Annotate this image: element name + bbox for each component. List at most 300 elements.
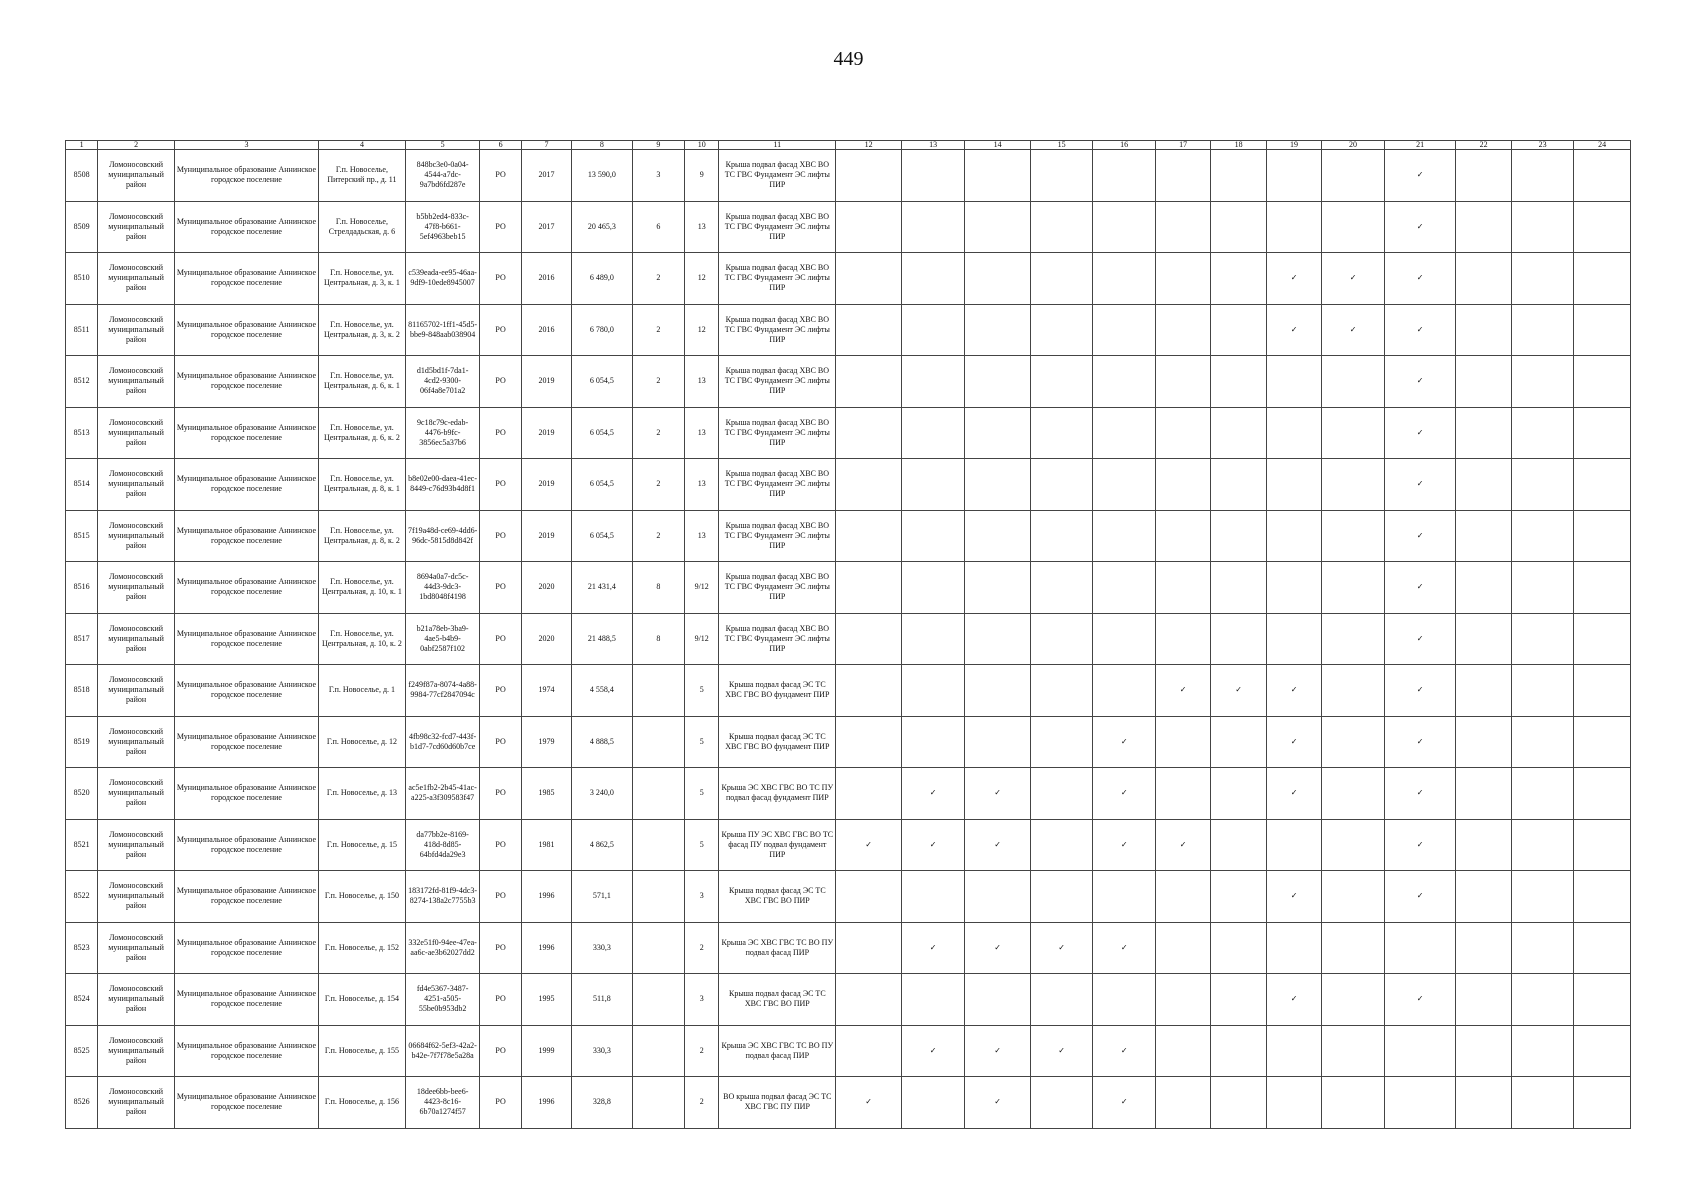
area-cell: 20 465,3 xyxy=(572,201,633,253)
empty-cell xyxy=(965,253,1031,305)
col9-cell xyxy=(632,871,684,923)
empty-cell xyxy=(836,150,902,202)
empty-cell xyxy=(1574,304,1631,356)
check-mark-icon: ✓ xyxy=(965,922,1031,974)
empty-cell xyxy=(1574,974,1631,1026)
empty-cell xyxy=(1030,407,1093,459)
check-mark-icon: ✓ xyxy=(1384,613,1456,665)
guid-cell: 7f19a48d-ce69-4dd6-96dc-5815d8d842f xyxy=(405,510,480,562)
empty-cell xyxy=(1211,716,1266,768)
table-row xyxy=(66,716,1631,768)
column-number-22: 22 xyxy=(1456,141,1511,150)
guid-cell: da77bb2e-8169-418d-8d85-64bfd4da29e3 xyxy=(405,819,480,871)
form-cell: РО xyxy=(480,1025,521,1077)
empty-cell xyxy=(1384,1077,1456,1129)
address-cell: Г.п. Новоселье, д. 1 xyxy=(319,665,406,717)
col10-cell: 13 xyxy=(685,510,719,562)
col10-cell: 12 xyxy=(685,253,719,305)
empty-cell xyxy=(1211,304,1266,356)
empty-cell xyxy=(1266,562,1321,614)
row-id: 8517 xyxy=(66,613,98,665)
empty-cell xyxy=(1155,613,1210,665)
empty-cell xyxy=(836,253,902,305)
form-cell: РО xyxy=(480,459,521,511)
empty-cell xyxy=(1456,819,1511,871)
column-number-10: 10 xyxy=(685,141,719,150)
empty-cell xyxy=(1456,665,1511,717)
district-cell: Ломоносовский муниципальный район xyxy=(98,253,175,305)
empty-cell xyxy=(1456,1025,1511,1077)
empty-cell xyxy=(836,716,902,768)
column-number-15: 15 xyxy=(1030,141,1093,150)
check-mark-icon: ✓ xyxy=(1155,665,1210,717)
empty-cell xyxy=(1211,253,1266,305)
district-cell: Ломоносовский муниципальный район xyxy=(98,613,175,665)
year-cell: 2016 xyxy=(521,253,571,305)
empty-cell xyxy=(1322,871,1385,923)
empty-cell xyxy=(1155,562,1210,614)
empty-cell xyxy=(1030,253,1093,305)
district-cell: Ломоносовский муниципальный район xyxy=(98,871,175,923)
empty-cell xyxy=(1030,665,1093,717)
empty-cell xyxy=(1155,510,1210,562)
row-id: 8514 xyxy=(66,459,98,511)
col10-cell: 3 xyxy=(685,974,719,1026)
row-id: 8510 xyxy=(66,253,98,305)
guid-cell: ac5e1fb2-2b45-41ac-a225-a3f309583f47 xyxy=(405,768,480,820)
empty-cell xyxy=(1574,768,1631,820)
empty-cell xyxy=(1266,819,1321,871)
form-cell: РО xyxy=(480,665,521,717)
col10-cell: 5 xyxy=(685,665,719,717)
form-cell: РО xyxy=(480,253,521,305)
address-cell: Г.п. Новоселье, ул. Центральная, д. 6, к. 1 xyxy=(319,356,406,408)
empty-cell xyxy=(901,974,965,1026)
form-cell: РО xyxy=(480,407,521,459)
empty-cell xyxy=(1322,562,1385,614)
col10-cell: 2 xyxy=(685,922,719,974)
row-id: 8521 xyxy=(66,819,98,871)
form-cell: РО xyxy=(480,304,521,356)
district-cell: Ломоносовский муниципальный район xyxy=(98,407,175,459)
form-cell: РО xyxy=(480,1077,521,1129)
check-mark-icon: ✓ xyxy=(1384,819,1456,871)
empty-cell xyxy=(1030,150,1093,202)
empty-cell xyxy=(1211,201,1266,253)
guid-cell: 81165702-1ff1-45d5-bbe9-848aab038904 xyxy=(405,304,480,356)
empty-cell xyxy=(1322,974,1385,1026)
check-mark-icon: ✓ xyxy=(836,1077,902,1129)
works-cell: Крыша подвал фасад ХВС ВО ТС ГВС Фундамент ЭС лифты ПИР xyxy=(719,510,836,562)
empty-cell xyxy=(1211,356,1266,408)
empty-cell xyxy=(1322,716,1385,768)
col10-cell: 5 xyxy=(685,819,719,871)
empty-cell xyxy=(1511,407,1574,459)
district-cell: Ломоносовский муниципальный район xyxy=(98,459,175,511)
municipality-cell: Муниципальное образование Аннинское городское поселение xyxy=(174,150,318,202)
guid-cell: b5bb2ed4-833c-47f8-b661-5ef4963beb15 xyxy=(405,201,480,253)
table-row xyxy=(66,253,1631,305)
col9-cell: 2 xyxy=(632,304,684,356)
works-cell: Крыша ЭС ХВС ГВС ТС ВО ПУ подвал фасад ПИР xyxy=(719,1025,836,1077)
works-cell: Крыша подвал фасад ХВС ВО ТС ГВС Фундамент ЭС лифты ПИР xyxy=(719,356,836,408)
empty-cell xyxy=(1266,201,1321,253)
column-number-8: 8 xyxy=(572,141,633,150)
year-cell: 2019 xyxy=(521,459,571,511)
empty-cell xyxy=(901,356,965,408)
empty-cell xyxy=(836,613,902,665)
empty-cell xyxy=(836,407,902,459)
empty-cell xyxy=(1511,150,1574,202)
guid-cell: 4fb98c32-fcd7-443f-b1d7-7cd60d60b7ce xyxy=(405,716,480,768)
municipality-cell: Муниципальное образование Аннинское городское поселение xyxy=(174,613,318,665)
address-cell: Г.п. Новоселье, ул. Центральная, д. 8, к. 2 xyxy=(319,510,406,562)
empty-cell xyxy=(1030,459,1093,511)
municipality-cell: Муниципальное образование Аннинское городское поселение xyxy=(174,356,318,408)
empty-cell xyxy=(1155,974,1210,1026)
empty-cell xyxy=(1574,613,1631,665)
district-cell: Ломоносовский муниципальный район xyxy=(98,510,175,562)
empty-cell xyxy=(965,510,1031,562)
empty-cell xyxy=(1211,871,1266,923)
district-cell: Ломоносовский муниципальный район xyxy=(98,974,175,1026)
year-cell: 1985 xyxy=(521,768,571,820)
check-mark-icon: ✓ xyxy=(1384,253,1456,305)
works-cell: ВО крыша подвал фасад ЭС ТС ХВС ГВС ПУ ПИР xyxy=(719,1077,836,1129)
address-cell: Г.п. Новоселье, д. 15 xyxy=(319,819,406,871)
empty-cell xyxy=(965,304,1031,356)
check-mark-icon: ✓ xyxy=(901,819,965,871)
area-cell: 3 240,0 xyxy=(572,768,633,820)
column-number-21: 21 xyxy=(1384,141,1456,150)
row-id: 8509 xyxy=(66,201,98,253)
area-cell: 328,8 xyxy=(572,1077,633,1129)
empty-cell xyxy=(1093,407,1156,459)
empty-cell xyxy=(1155,304,1210,356)
empty-cell xyxy=(1456,871,1511,923)
year-cell: 1979 xyxy=(521,716,571,768)
empty-cell xyxy=(1456,407,1511,459)
municipality-cell: Муниципальное образование Аннинское городское поселение xyxy=(174,562,318,614)
year-cell: 2020 xyxy=(521,562,571,614)
works-cell: Крыша ЭС ХВС ГВС ВО ТС ПУ подвал фасад фундамент ПИР xyxy=(719,768,836,820)
empty-cell xyxy=(1456,922,1511,974)
check-mark-icon: ✓ xyxy=(1322,304,1385,356)
guid-cell: c539eada-ee95-46aa-9df9-10ede8945007 xyxy=(405,253,480,305)
year-cell: 2017 xyxy=(521,201,571,253)
empty-cell xyxy=(901,1077,965,1129)
check-mark-icon: ✓ xyxy=(1093,1077,1156,1129)
empty-cell xyxy=(1155,407,1210,459)
col9-cell: 2 xyxy=(632,356,684,408)
column-number-4: 4 xyxy=(319,141,406,150)
empty-cell xyxy=(901,150,965,202)
guid-cell: f249f87a-8074-4a88-9984-77cf2847094c xyxy=(405,665,480,717)
check-mark-icon: ✓ xyxy=(1384,974,1456,1026)
empty-cell xyxy=(836,922,902,974)
empty-cell xyxy=(836,665,902,717)
column-number-7: 7 xyxy=(521,141,571,150)
empty-cell xyxy=(901,665,965,717)
empty-cell xyxy=(1155,716,1210,768)
empty-cell xyxy=(1266,613,1321,665)
area-cell: 330,3 xyxy=(572,922,633,974)
empty-cell xyxy=(1456,304,1511,356)
district-cell: Ломоносовский муниципальный район xyxy=(98,150,175,202)
col10-cell: 13 xyxy=(685,459,719,511)
empty-cell xyxy=(1093,459,1156,511)
empty-cell xyxy=(836,356,902,408)
works-cell: Крыша подвал фасад ХВС ВО ТС ГВС Фундамент ЭС лифты ПИР xyxy=(719,201,836,253)
table-row xyxy=(66,562,1631,614)
empty-cell xyxy=(1456,253,1511,305)
year-cell: 1996 xyxy=(521,1077,571,1129)
empty-cell xyxy=(901,716,965,768)
district-cell: Ломоносовский муниципальный район xyxy=(98,716,175,768)
empty-cell xyxy=(1456,1077,1511,1129)
row-id: 8515 xyxy=(66,510,98,562)
empty-cell xyxy=(1093,356,1156,408)
form-cell: РО xyxy=(480,768,521,820)
col10-cell: 13 xyxy=(685,407,719,459)
empty-cell xyxy=(965,871,1031,923)
area-cell: 330,3 xyxy=(572,1025,633,1077)
district-cell: Ломоносовский муниципальный район xyxy=(98,356,175,408)
empty-cell xyxy=(965,201,1031,253)
empty-cell xyxy=(1511,716,1574,768)
empty-cell xyxy=(901,871,965,923)
table-row xyxy=(66,613,1631,665)
empty-cell xyxy=(1093,253,1156,305)
works-cell: Крыша подвал фасад ХВС ВО ТС ГВС Фундамент ЭС лифты ПИР xyxy=(719,253,836,305)
area-cell: 21 431,4 xyxy=(572,562,633,614)
check-mark-icon: ✓ xyxy=(965,1077,1031,1129)
empty-cell xyxy=(1211,407,1266,459)
empty-cell xyxy=(1511,922,1574,974)
check-mark-icon: ✓ xyxy=(1384,459,1456,511)
empty-cell xyxy=(965,716,1031,768)
empty-cell xyxy=(1322,1077,1385,1129)
address-cell: Г.п. Новоселье, ул. Центральная, д. 3, к. 1 xyxy=(319,253,406,305)
guid-cell: 9c18c79c-edab-4476-b9fc-3856ec5a37b6 xyxy=(405,407,480,459)
empty-cell xyxy=(1456,562,1511,614)
area-cell: 4 888,5 xyxy=(572,716,633,768)
address-cell: Г.п. Новоселье, Питерский пр., д. 11 xyxy=(319,150,406,202)
check-mark-icon: ✓ xyxy=(1384,304,1456,356)
empty-cell xyxy=(836,768,902,820)
year-cell: 2017 xyxy=(521,150,571,202)
empty-cell xyxy=(1266,922,1321,974)
municipality-cell: Муниципальное образование Аннинское городское поселение xyxy=(174,510,318,562)
empty-cell xyxy=(901,613,965,665)
empty-cell xyxy=(1456,201,1511,253)
address-cell: Г.п. Новоселье, д. 154 xyxy=(319,974,406,1026)
empty-cell xyxy=(1322,510,1385,562)
form-cell: РО xyxy=(480,974,521,1026)
empty-cell xyxy=(1322,768,1385,820)
empty-cell xyxy=(1211,1077,1266,1129)
row-id: 8512 xyxy=(66,356,98,408)
check-mark-icon: ✓ xyxy=(836,819,902,871)
year-cell: 1974 xyxy=(521,665,571,717)
empty-cell xyxy=(1266,356,1321,408)
address-cell: Г.п. Новоселье, д. 13 xyxy=(319,768,406,820)
address-cell: Г.п. Новоселье, д. 12 xyxy=(319,716,406,768)
empty-cell xyxy=(1030,304,1093,356)
col9-cell: 8 xyxy=(632,613,684,665)
guid-cell: 8694a0a7-dc5c-44d3-9dc3-1bd8048f4198 xyxy=(405,562,480,614)
check-mark-icon: ✓ xyxy=(1266,871,1321,923)
form-cell: РО xyxy=(480,716,521,768)
table-row xyxy=(66,201,1631,253)
column-number-3: 3 xyxy=(174,141,318,150)
year-cell: 1996 xyxy=(521,922,571,974)
address-cell: Г.п. Новоселье, Стрелдадьская, д. 6 xyxy=(319,201,406,253)
empty-cell xyxy=(1511,665,1574,717)
table-row xyxy=(66,974,1631,1026)
form-cell: РО xyxy=(480,150,521,202)
empty-cell xyxy=(1322,922,1385,974)
empty-cell xyxy=(1093,871,1156,923)
empty-cell xyxy=(1266,459,1321,511)
row-id: 8522 xyxy=(66,871,98,923)
row-id: 8523 xyxy=(66,922,98,974)
empty-cell xyxy=(1511,819,1574,871)
row-id: 8520 xyxy=(66,768,98,820)
empty-cell xyxy=(1211,922,1266,974)
empty-cell xyxy=(1211,974,1266,1026)
empty-cell xyxy=(1211,150,1266,202)
empty-cell xyxy=(1030,201,1093,253)
empty-cell xyxy=(1030,1077,1093,1129)
check-mark-icon: ✓ xyxy=(1384,407,1456,459)
empty-cell xyxy=(1574,356,1631,408)
works-cell: Крыша подвал фасад ЭС ТС ХВС ГВС ВО ПИР xyxy=(719,974,836,1026)
empty-cell xyxy=(836,304,902,356)
table-row xyxy=(66,356,1631,408)
column-number-14: 14 xyxy=(965,141,1031,150)
empty-cell xyxy=(1456,613,1511,665)
column-number-16: 16 xyxy=(1093,141,1156,150)
year-cell: 1999 xyxy=(521,1025,571,1077)
row-id: 8525 xyxy=(66,1025,98,1077)
empty-cell xyxy=(1030,871,1093,923)
row-id: 8524 xyxy=(66,974,98,1026)
empty-cell xyxy=(1093,304,1156,356)
empty-cell xyxy=(1155,356,1210,408)
district-cell: Ломоносовский муниципальный район xyxy=(98,819,175,871)
column-number-row xyxy=(66,141,1631,150)
address-cell: Г.п. Новоселье, ул. Центральная, д. 8, к. 1 xyxy=(319,459,406,511)
col9-cell: 6 xyxy=(632,201,684,253)
table-row xyxy=(66,304,1631,356)
empty-cell xyxy=(1511,871,1574,923)
guid-cell: d1d5bd1f-7da1-4cd2-9300-06f4a8e701a2 xyxy=(405,356,480,408)
empty-cell xyxy=(1322,407,1385,459)
empty-cell xyxy=(1322,459,1385,511)
check-mark-icon: ✓ xyxy=(1384,665,1456,717)
column-number-9: 9 xyxy=(632,141,684,150)
empty-cell xyxy=(1155,253,1210,305)
check-mark-icon: ✓ xyxy=(1211,665,1266,717)
address-cell: Г.п. Новоселье, ул. Центральная, д. 10, к. 1 xyxy=(319,562,406,614)
row-id: 8516 xyxy=(66,562,98,614)
empty-cell xyxy=(1574,201,1631,253)
area-cell: 6 054,5 xyxy=(572,510,633,562)
empty-cell xyxy=(901,201,965,253)
column-number-2: 2 xyxy=(98,141,175,150)
table-body xyxy=(66,150,1631,1129)
col10-cell: 13 xyxy=(685,356,719,408)
guid-cell: 848bc3e0-0a04-4544-a7dc-9a7bd6fd287e xyxy=(405,150,480,202)
check-mark-icon: ✓ xyxy=(1266,665,1321,717)
works-cell: Крыша подвал фасад ЭС ТС ХВС ГВС ВО фундамент ПИР xyxy=(719,716,836,768)
area-cell: 6 054,5 xyxy=(572,407,633,459)
empty-cell xyxy=(1211,613,1266,665)
municipality-cell: Муниципальное образование Аннинское городское поселение xyxy=(174,922,318,974)
form-cell: РО xyxy=(480,922,521,974)
col9-cell: 2 xyxy=(632,253,684,305)
works-cell: Крыша подвал фасад ХВС ВО ТС ГВС Фундамент ЭС лифты ПИР xyxy=(719,150,836,202)
works-cell: Крыша подвал фасад ЭС ТС ХВС ГВС ВО фундамент ПИР xyxy=(719,665,836,717)
col9-cell: 3 xyxy=(632,150,684,202)
check-mark-icon: ✓ xyxy=(1093,922,1156,974)
empty-cell xyxy=(1093,974,1156,1026)
check-mark-icon: ✓ xyxy=(965,819,1031,871)
col10-cell: 12 xyxy=(685,304,719,356)
empty-cell xyxy=(1456,356,1511,408)
municipality-cell: Муниципальное образование Аннинское городское поселение xyxy=(174,819,318,871)
check-mark-icon: ✓ xyxy=(1266,974,1321,1026)
empty-cell xyxy=(1030,356,1093,408)
empty-cell xyxy=(1030,768,1093,820)
address-cell: Г.п. Новоселье, д. 150 xyxy=(319,871,406,923)
empty-cell xyxy=(1574,665,1631,717)
check-mark-icon: ✓ xyxy=(1384,510,1456,562)
empty-cell xyxy=(965,459,1031,511)
column-number-13: 13 xyxy=(901,141,965,150)
empty-cell xyxy=(1574,819,1631,871)
municipality-cell: Муниципальное образование Аннинское городское поселение xyxy=(174,768,318,820)
empty-cell xyxy=(1155,201,1210,253)
guid-cell: 183172fd-81f9-4dc3-8274-138a2c7755b3 xyxy=(405,871,480,923)
works-cell: Крыша подвал фасад ХВС ВО ТС ГВС Фундамент ЭС лифты ПИР xyxy=(719,613,836,665)
municipality-cell: Муниципальное образование Аннинское городское поселение xyxy=(174,459,318,511)
year-cell: 1995 xyxy=(521,974,571,1026)
empty-cell xyxy=(901,253,965,305)
address-cell: Г.п. Новоселье, ул. Центральная, д. 6, к. 2 xyxy=(319,407,406,459)
empty-cell xyxy=(1511,356,1574,408)
guid-cell: b8e02e00-daea-41ec-8449-c76d93b4d8f1 xyxy=(405,459,480,511)
check-mark-icon: ✓ xyxy=(1093,768,1156,820)
area-cell: 6 054,5 xyxy=(572,459,633,511)
check-mark-icon: ✓ xyxy=(901,768,965,820)
empty-cell xyxy=(1574,922,1631,974)
guid-cell: 18dee6bb-bee6-4423-8c16-6b70a1274f57 xyxy=(405,1077,480,1129)
municipality-cell: Муниципальное образование Аннинское городское поселение xyxy=(174,1077,318,1129)
empty-cell xyxy=(1211,1025,1266,1077)
empty-cell xyxy=(901,304,965,356)
empty-cell xyxy=(1155,871,1210,923)
table-row xyxy=(66,922,1631,974)
check-mark-icon: ✓ xyxy=(1030,1025,1093,1077)
municipality-cell: Муниципальное образование Аннинское городское поселение xyxy=(174,201,318,253)
empty-cell xyxy=(1456,768,1511,820)
works-cell: Крыша подвал фасад ХВС ВО ТС ГВС Фундамент ЭС лифты ПИР xyxy=(719,304,836,356)
empty-cell xyxy=(1266,1077,1321,1129)
area-cell: 6 780,0 xyxy=(572,304,633,356)
check-mark-icon: ✓ xyxy=(1322,253,1385,305)
